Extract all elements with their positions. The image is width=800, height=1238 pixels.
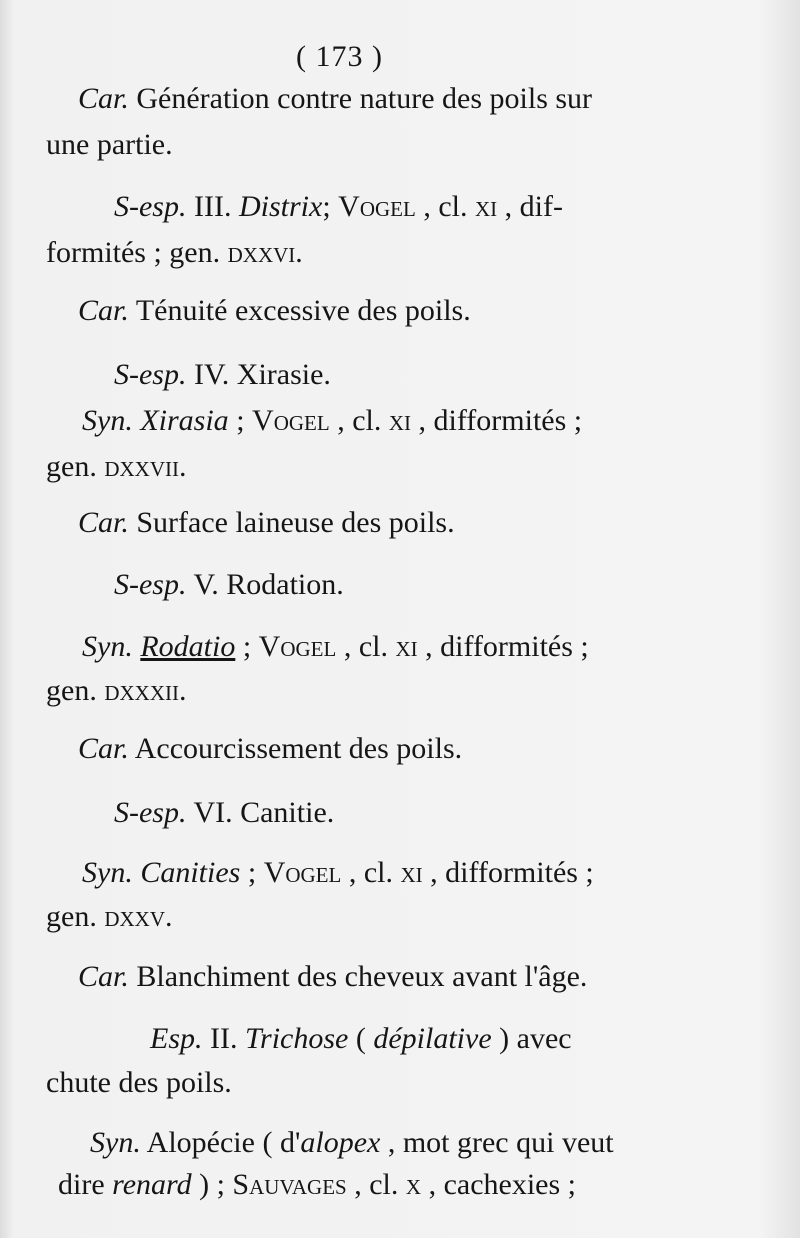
- genus-number: dxxxii.: [104, 674, 187, 707]
- taxon-name: Distrix: [238, 190, 323, 223]
- line-text: Génération contre nature des poils sur: [136, 82, 593, 115]
- text-line-19: [46, 1066, 232, 1100]
- line-text: , mot grec qui veut: [380, 1126, 614, 1159]
- line-text: Accourcissement des poils.: [134, 732, 463, 765]
- text-line-20: [90, 1126, 614, 1160]
- line-text: gen.: [46, 674, 105, 707]
- line-text: , difformités ;: [422, 856, 594, 889]
- punct: (: [348, 1022, 374, 1055]
- line-text: chute des poils.: [46, 1066, 232, 1099]
- line-text: III.: [193, 190, 232, 223]
- punct: ) ;: [191, 1168, 233, 1201]
- text-line-4: [46, 236, 303, 270]
- label-car: Car.: [78, 732, 129, 765]
- text-line-5: [78, 294, 471, 328]
- line-text: ) avec: [491, 1022, 572, 1055]
- line-text: IV. Xirasie.: [193, 358, 331, 391]
- label-syn: Syn.: [82, 630, 133, 663]
- line-text: Ténuité excessive des poils.: [135, 294, 471, 327]
- line-text: , difformités ;: [411, 404, 583, 437]
- class-number: x: [405, 1168, 422, 1201]
- page-number: ( 173 ): [296, 40, 383, 73]
- label-s-esp: S-esp.: [114, 796, 187, 829]
- label-esp: Esp.: [150, 1022, 203, 1055]
- text-line-10: [114, 568, 344, 602]
- line-text: VI. Canitie.: [193, 796, 335, 829]
- line-text: II.: [202, 1022, 245, 1055]
- punct: ;: [322, 190, 339, 223]
- line-text: , cl.: [346, 1168, 406, 1201]
- line-text: , cl.: [415, 190, 475, 223]
- line-text: Surface laineuse des poils.: [136, 506, 455, 539]
- taxon-qualifier: dépilative: [373, 1022, 492, 1055]
- text-line-13: [78, 732, 462, 766]
- author-name: Vogel: [258, 630, 337, 663]
- author-name: Vogel: [252, 404, 330, 437]
- label-s-esp: S-esp.: [114, 568, 187, 601]
- text-line-18: [150, 1022, 572, 1056]
- text-line-8: [46, 450, 186, 484]
- class-number: xi: [388, 404, 412, 437]
- class-number: xi: [400, 856, 423, 889]
- taxon-name: Canities: [140, 856, 241, 889]
- text-line-12: [46, 674, 186, 708]
- text-line-9: [78, 506, 455, 540]
- text-line-1: [78, 82, 592, 116]
- text-line-14: [114, 796, 334, 830]
- punct: ;: [235, 630, 259, 663]
- label-car: Car.: [78, 82, 129, 115]
- taxon-name: Rodatio: [140, 630, 236, 663]
- etymon: renard: [112, 1168, 192, 1201]
- line-text: formités ; gen.: [46, 236, 228, 269]
- label-syn: Syn.: [82, 856, 133, 889]
- line-text: Alopécie ( d': [140, 1126, 301, 1159]
- line-text: gen.: [46, 900, 105, 933]
- text-line-15: [82, 856, 594, 890]
- class-number: xi: [474, 190, 498, 223]
- text-line-11: [82, 630, 589, 664]
- class-number: xi: [395, 630, 418, 663]
- line-text: , cachexies ;: [421, 1168, 576, 1201]
- etymon: alopex: [300, 1126, 381, 1159]
- taxon-name: Trichose: [244, 1022, 349, 1055]
- line-text: gen.: [46, 450, 105, 483]
- line-text: , cl.: [341, 856, 401, 889]
- line-text: , difformités ;: [417, 630, 589, 663]
- label-car: Car.: [78, 294, 129, 327]
- author-name: Sauvages: [232, 1168, 347, 1201]
- author-name: Vogel: [338, 190, 416, 223]
- taxon-name: Xirasia: [140, 404, 229, 437]
- line-text: V. Rodation.: [193, 568, 344, 601]
- text-line-17: [78, 960, 587, 994]
- text-line-6: [114, 358, 331, 392]
- line-text: dire: [58, 1168, 113, 1201]
- label-car: Car.: [78, 506, 129, 539]
- text-line-7: [82, 404, 582, 438]
- punct: ;: [240, 856, 264, 889]
- label-syn: Syn.: [82, 404, 133, 437]
- label-car: Car.: [78, 960, 129, 993]
- line-text: , cl.: [329, 404, 389, 437]
- punct: ;: [228, 404, 253, 437]
- label-s-esp: S-esp.: [114, 358, 187, 391]
- text-line-2: [46, 128, 173, 162]
- label-s-esp: S-esp.: [114, 190, 187, 223]
- line-text: , cl.: [336, 630, 396, 663]
- genus-number: dxxv.: [104, 900, 173, 933]
- author-name: Vogel: [263, 856, 342, 889]
- text-line-3: [114, 190, 563, 224]
- text-line-21: [58, 1168, 576, 1202]
- genus-number: dxxvii.: [104, 450, 187, 483]
- text-line-16: [46, 900, 173, 934]
- line-text: , dif-: [497, 190, 563, 223]
- line-text: une partie.: [46, 128, 173, 161]
- genus-number: dxxvi.: [227, 236, 303, 269]
- line-text: Blanchiment des cheveux avant l'âge.: [136, 960, 588, 993]
- label-syn: Syn.: [90, 1126, 141, 1159]
